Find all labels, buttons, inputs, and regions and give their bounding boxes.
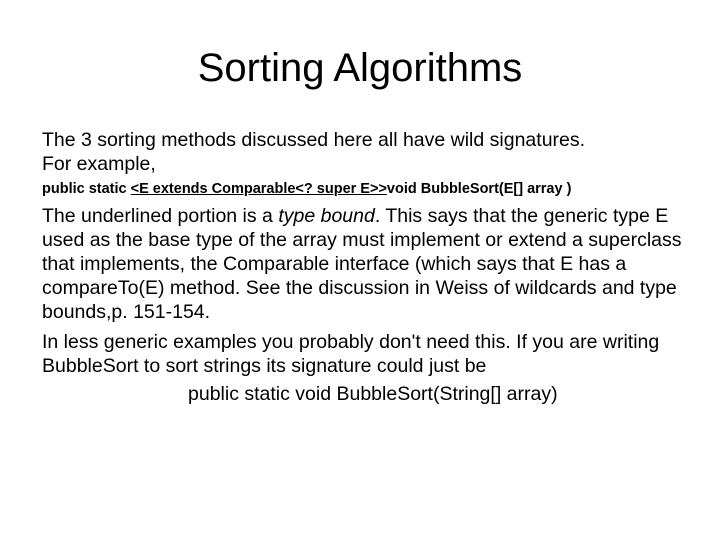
explanation-paragraph <box>42 204 682 324</box>
string-signature: public static void BubbleSort(String[] array) <box>188 383 558 405</box>
intro-line-1: The 3 sorting methods discussed here all have wild signatures. <box>42 129 586 151</box>
explanation-after: . This says that the generic type E used as the base type of the array must implement or extend a superclass that implements, the Comparable interface (which says that E has a compareTo(E) method. See the discussion in Weiss of wildcards and type bounds,p. 151-154. <box>42 205 682 323</box>
signature-suffix: void BubbleSort(E[] array ) <box>386 181 572 197</box>
intro-line-2: For example, <box>42 153 156 175</box>
slide-title: Sorting Algorithms <box>197 46 523 90</box>
slide-body <box>42 128 682 406</box>
intro-paragraph <box>42 128 682 176</box>
type-bound-term: type bound <box>278 205 375 227</box>
less-generic-paragraph: In less generic examples you probably don't need this. If you are writing BubbleSort to sort strings its signature could just be <box>42 331 660 377</box>
generic-signature <box>42 179 682 199</box>
explanation-before: The underlined portion is a <box>42 205 279 227</box>
signature-prefix: public static <box>42 181 131 197</box>
type-bound-underlined: <E extends Comparable<? super E>> <box>130 181 387 197</box>
